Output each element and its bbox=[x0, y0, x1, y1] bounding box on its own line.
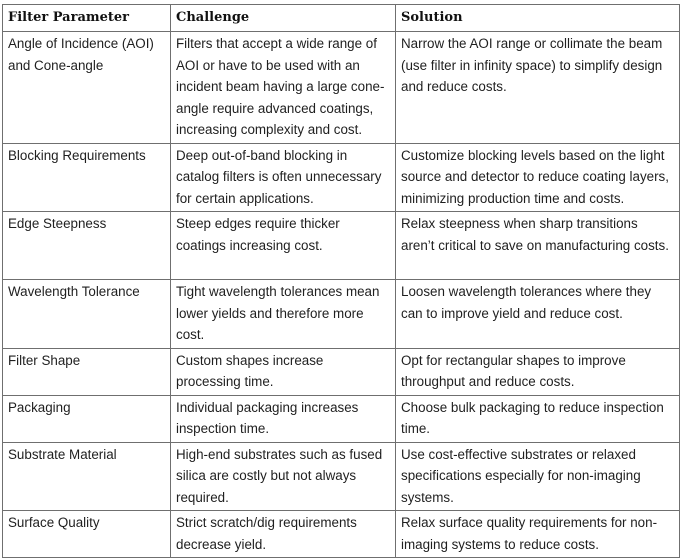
header-filter-parameter: Filter Parameter bbox=[3, 5, 171, 32]
parameter-cell: Wavelength Tolerance bbox=[3, 280, 171, 349]
header-solution: Solution bbox=[396, 5, 680, 32]
solution-cell: Narrow the AOI range or collimate the beam (use filter in infinity space) to simplify design and reduce costs. bbox=[396, 32, 680, 144]
solution-cell: Customize blocking levels based on the light source and detector to reduce coating layers, minimizing production time and costs. bbox=[396, 143, 680, 212]
header-row bbox=[3, 5, 680, 32]
parameter-cell: Surface Quality bbox=[3, 511, 171, 558]
challenge-cell: Individual packaging increases inspection time. bbox=[171, 395, 396, 442]
filter-parameters-table bbox=[2, 4, 680, 558]
parameter-cell: Edge Steepness bbox=[3, 212, 171, 280]
solution-cell: Choose bulk packaging to reduce inspection time. bbox=[396, 395, 680, 442]
table-row bbox=[3, 442, 680, 511]
challenge-cell: Custom shapes increase processing time. bbox=[171, 348, 396, 395]
table-header bbox=[3, 5, 680, 32]
solution-cell: Relax surface quality requirements for non-imaging systems to reduce costs. bbox=[396, 511, 680, 558]
table-row bbox=[3, 32, 680, 144]
challenge-cell: Filters that accept a wide range of AOI or have to be used with an incident beam having a large cone-angle require advanced coatings, increasing complexity and cost. bbox=[171, 32, 396, 144]
solution-cell: Loosen wavelength tolerances where they can to improve yield and reduce cost. bbox=[396, 280, 680, 349]
challenge-cell: Tight wavelength tolerances mean lower yields and therefore more cost. bbox=[171, 280, 396, 349]
challenge-cell: Deep out-of-band blocking in catalog filters is often unnecessary for certain applications. bbox=[171, 143, 396, 212]
table-row bbox=[3, 348, 680, 395]
parameter-cell: Packaging bbox=[3, 395, 171, 442]
parameter-cell: Filter Shape bbox=[3, 348, 171, 395]
parameter-cell: Substrate Material bbox=[3, 442, 171, 511]
header-challenge: Challenge bbox=[171, 5, 396, 32]
table-row bbox=[3, 395, 680, 442]
table-row bbox=[3, 212, 680, 280]
table-row bbox=[3, 511, 680, 558]
table-row bbox=[3, 280, 680, 349]
challenge-cell: Strict scratch/dig requirements decrease yield. bbox=[171, 511, 396, 558]
challenge-cell: Steep edges require thicker coatings increasing cost. bbox=[171, 212, 396, 280]
table-row bbox=[3, 143, 680, 212]
solution-cell: Relax steepness when sharp transitions aren’t critical to save on manufacturing costs. bbox=[396, 212, 680, 280]
table-body bbox=[3, 32, 680, 558]
solution-cell: Use cost-effective substrates or relaxed specifications especially for non-imaging systems. bbox=[396, 442, 680, 511]
parameter-cell: Blocking Requirements bbox=[3, 143, 171, 212]
challenge-cell: High-end substrates such as fused silica are costly but not always required. bbox=[171, 442, 396, 511]
parameter-cell: Angle of Incidence (AOI) and Cone-angle bbox=[3, 32, 171, 144]
solution-cell: Opt for rectangular shapes to improve throughput and reduce costs. bbox=[396, 348, 680, 395]
